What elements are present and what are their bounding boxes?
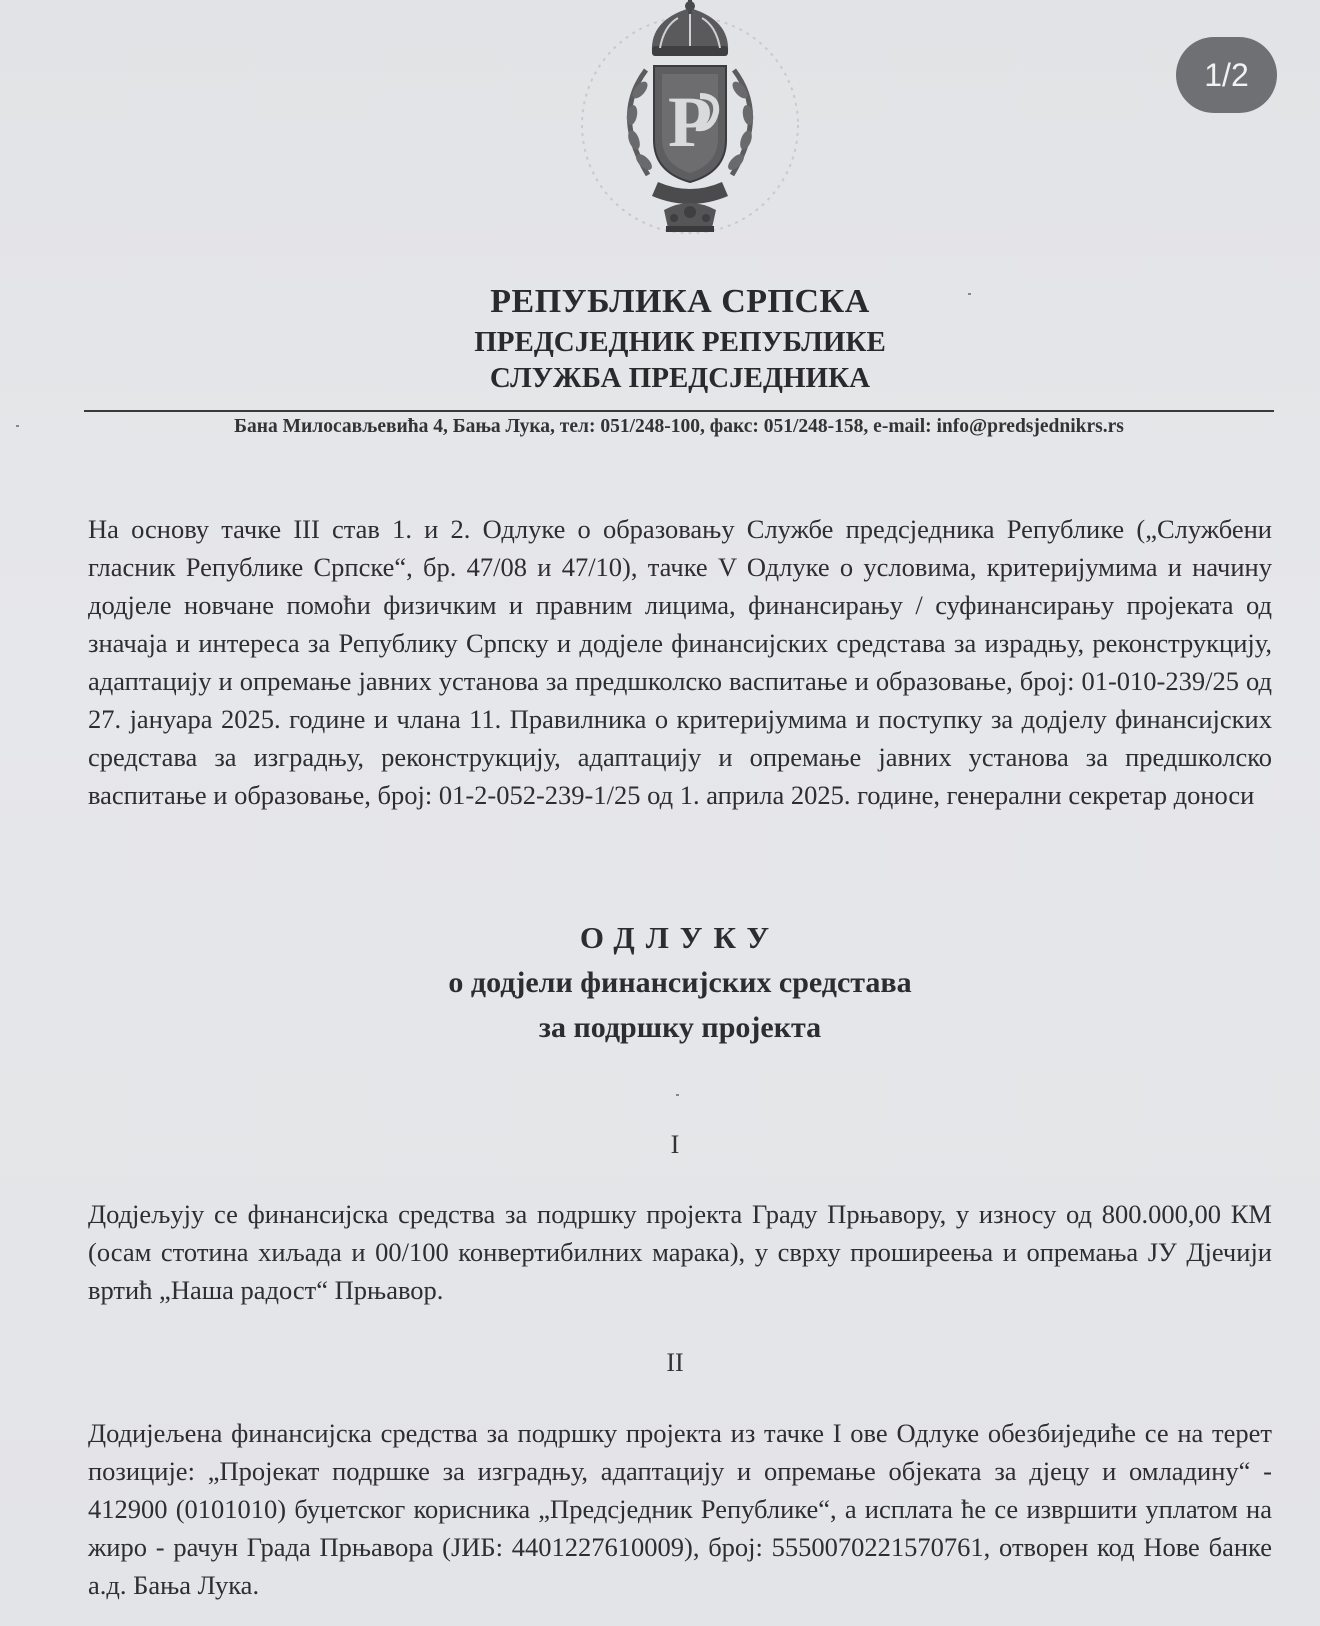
decision-subtitle-2: за подршку пројекта <box>538 1011 822 1044</box>
decision-title: ОДЛУКУ <box>579 920 781 955</box>
header-divider <box>84 410 1274 412</box>
header-service: СЛУЖБА ПРЕДСЈЕДНИКА <box>489 362 871 394</box>
preamble-paragraph: На основу тачке III став 1. и 2. Одлуке о образовању Службе предсједника Републике („Службени гласник Републике Српске“, бр. 47/08 и 47/10), тачке V Одлуке о условима, критеријумима и начину додјеле новчане помоћи физичким и правним лицима, финансирању / суфинансирању пројеката од значаја и интереса за Републику Српску и додјеле финансијских средстава за израдњу, реконструкцију, адаптацију и опремање јавних установа за предшколско васпитање и образовање, број: 01-010-239/25 од 27. јануара 2025. године и члана 11. Правилника о критеријумима и поступку за додјелу финансијских средстава за изградњу, реконструкцију, адаптацију и опремање јавних установа за предшколско васпитање и образовање, број: 01-2-052-239-1/25 од 1. априла 2025. године, генерални секретар доноси <box>88 514 1272 810</box>
decision-subtitle-1: о додјели финансијских средстава <box>448 966 912 999</box>
crest-icon <box>560 0 820 245</box>
paper-speck <box>676 1094 679 1096</box>
page-counter-badge: 1/2 <box>1176 37 1277 113</box>
svg-text:Р: Р <box>668 82 712 162</box>
paper-speck <box>968 293 971 295</box>
section-text-1: Додјељују се финансијска средства за подршку пројекта Граду Прњавору, у износу од 800.000,00 КМ (осам стотина хиљада и 00/100 конвертибилних марака), у сврху проширеења и опремања ЈУ Дјечији вртић „Наша радост“ Прњавор. <box>88 1199 1272 1305</box>
header-office: ПРЕДСЈЕДНИК РЕПУБЛИКЕ <box>474 326 886 358</box>
section-numeral-2: II <box>666 1348 684 1377</box>
header-address: Бана Милосављевића 4, Бања Лука, тел: 051/248-100, факс: 051/248-158, e-mail: info@predsjednikrs.rs <box>234 416 1124 437</box>
section-numeral-1: I <box>670 1130 680 1159</box>
header-country: РЕПУБЛИКА СРПСКА <box>490 283 870 320</box>
section-text-2: Додијељена финансијска средства за подршку пројекта из тачке I ове Одлуке обезбиједиће се на терет позиције: „Пројекат подршке за изградњу, адаптацију и опремање објеката за дјецу и омладину“ - 412900 (0101010) буџетског корисника „Предсједник Републике“, а исплата ће се извршити уплатом на жиро - рачун Града Прњавора (ЈИБ: 4401227610009), број: 5550070221570761, отворен код Нове банке а.д. Бања Лука. <box>88 1418 1272 1600</box>
paper-speck <box>16 425 19 427</box>
